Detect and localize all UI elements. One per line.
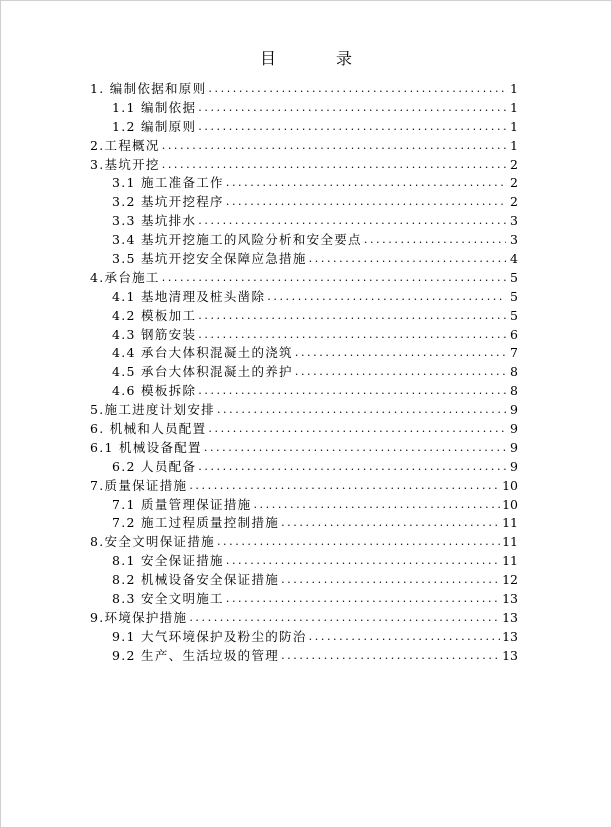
toc-entry-label: 8.2 机械设备安全保证措施	[112, 572, 280, 588]
toc-entry-label: 7.质量保证措施	[90, 477, 188, 493]
toc-entry[interactable]	[90, 647, 518, 666]
toc-entry[interactable]	[90, 326, 518, 345]
toc-entry-page-number: 9	[510, 458, 518, 474]
toc-entry-label: 7.1 质量管理保证措施	[112, 496, 252, 512]
toc-entry[interactable]	[90, 269, 518, 288]
toc-entry-label: 3.基坑开挖	[90, 156, 160, 172]
toc-entry-label: 4.1 基地清理及桩头凿除	[112, 288, 266, 304]
toc-entry[interactable]	[90, 363, 518, 382]
toc-entry-page-number: 13	[502, 591, 518, 607]
toc-entry-label: 3.4 基坑开挖施工的风险分析和安全要点	[112, 232, 362, 248]
toc-entry[interactable]	[90, 401, 518, 420]
toc-entry-page-number: 13	[502, 609, 518, 625]
toc-entry[interactable]	[90, 307, 518, 326]
toc-entry-page-number: 4	[510, 251, 518, 266]
toc-entry-page-number: 9	[510, 421, 518, 437]
toc-entry-label: 4.3 钢筋安装	[112, 326, 197, 342]
toc-entry[interactable]	[90, 193, 518, 212]
toc-dot-leader	[281, 647, 500, 666]
toc-entry-page-number: 5	[510, 307, 518, 323]
toc-entry[interactable]	[90, 156, 518, 175]
toc-dot-leader	[162, 156, 506, 175]
toc-entry-label: 1.2 编制原则	[112, 118, 197, 134]
toc-dot-leader	[226, 590, 500, 609]
toc-entry-page-number: 5	[510, 269, 518, 285]
toc-dot-leader	[198, 212, 506, 231]
toc-dot-leader	[267, 288, 506, 307]
toc-dot-leader	[198, 99, 506, 118]
toc-entry[interactable]	[90, 288, 518, 307]
toc-entry-page-number: 9	[510, 439, 518, 455]
toc-entry-label: 6.1 机械设备配置	[90, 439, 202, 455]
toc-entry-page-number: 11	[502, 553, 518, 569]
toc-dot-leader	[253, 496, 500, 515]
toc-entry-page-number: 13	[502, 647, 518, 663]
table-of-contents	[90, 80, 518, 666]
toc-entry-page-number: 12	[502, 572, 518, 588]
toc-entry-label: 4.5 承台大体积混凝土的养护	[112, 364, 293, 380]
toc-dot-leader	[162, 269, 506, 288]
toc-dot-leader	[204, 439, 506, 458]
toc-entry[interactable]	[90, 477, 518, 496]
toc-entry-page-number: 7	[510, 345, 518, 361]
toc-dot-leader	[189, 477, 500, 496]
toc-entry-label: 8.安全文明保证措施	[90, 534, 215, 550]
toc-entry[interactable]	[90, 514, 518, 533]
toc-dot-leader	[208, 80, 506, 99]
toc-entry[interactable]	[90, 533, 518, 552]
toc-entry-label: 1.1 编制依据	[112, 99, 197, 115]
toc-entry-label: 5.施工进度计划安排	[90, 402, 215, 418]
toc-entry-page-number: 1	[510, 137, 518, 153]
toc-entry-page-number: 2	[510, 156, 518, 172]
toc-entry-label: 7.2 施工过程质量控制措施	[112, 515, 280, 531]
toc-entry[interactable]	[90, 552, 518, 571]
toc-entry-label: 4.6 模板拆除	[112, 383, 197, 399]
toc-entry[interactable]	[90, 250, 518, 269]
toc-entry-page-number: 9	[510, 402, 518, 418]
toc-entry[interactable]	[90, 458, 518, 477]
toc-entry-page-number: 3	[510, 213, 518, 229]
toc-dot-leader	[295, 344, 506, 363]
toc-dot-leader	[217, 533, 500, 552]
toc-entry[interactable]	[90, 118, 518, 137]
toc-entry-page-number: 8	[510, 383, 518, 399]
toc-entry-label: 1. 编制依据和原则	[90, 80, 207, 96]
toc-entry-page-number: 5	[510, 288, 518, 304]
toc-dot-leader	[309, 250, 506, 269]
toc-dot-leader	[198, 326, 506, 345]
toc-title: 目 录	[259, 49, 374, 68]
toc-entry-label: 3.5 基坑开挖安全保障应急措施	[112, 251, 307, 266]
toc-entry-page-number: 2	[510, 175, 518, 191]
toc-entry-label: 3.3 基坑排水	[112, 213, 197, 229]
toc-dot-leader	[198, 458, 506, 477]
toc-entry-page-number: 1	[510, 80, 518, 96]
toc-dot-leader	[295, 363, 506, 382]
toc-entry-label: 8.3 安全文明施工	[112, 591, 224, 607]
toc-entry-page-number: 11	[502, 515, 518, 531]
toc-dot-leader	[226, 193, 506, 212]
toc-entry-label: 3.2 基坑开挖程序	[112, 194, 224, 210]
toc-dot-leader	[364, 231, 506, 250]
toc-entry[interactable]	[90, 174, 518, 193]
toc-dot-leader	[208, 420, 506, 439]
toc-dot-leader	[226, 552, 500, 571]
toc-entry[interactable]	[90, 80, 518, 99]
toc-entry[interactable]	[90, 99, 518, 118]
toc-dot-leader	[309, 628, 500, 647]
toc-entry-page-number: 10	[502, 477, 518, 493]
toc-dot-leader	[226, 174, 506, 193]
toc-entry[interactable]	[90, 439, 518, 458]
toc-dot-leader	[281, 514, 500, 533]
toc-entry-label: 6. 机械和人员配置	[90, 421, 207, 437]
toc-dot-leader	[281, 571, 500, 590]
toc-entry-page-number: 3	[510, 232, 518, 248]
toc-entry-label: 9.环境保护措施	[90, 609, 188, 625]
toc-dot-leader	[217, 401, 506, 420]
toc-entry[interactable]	[90, 496, 518, 515]
toc-dot-leader	[198, 307, 506, 326]
toc-entry-label: 9.1 大气环境保护及粉尘的防治	[112, 628, 307, 644]
toc-entry-label: 8.1 安全保证措施	[112, 553, 224, 569]
toc-dot-leader	[189, 609, 500, 628]
toc-entry[interactable]	[90, 382, 518, 401]
toc-entry-page-number: 1	[510, 118, 518, 134]
toc-entry[interactable]	[90, 420, 518, 439]
toc-entry-label: 3.1 施工准备工作	[112, 175, 224, 191]
toc-entry-page-number: 2	[510, 194, 518, 210]
toc-entry-label: 9.2 生产、生活垃圾的管理	[112, 647, 280, 663]
toc-entry-page-number: 8	[510, 364, 518, 380]
toc-entry[interactable]	[90, 212, 518, 231]
toc-entry[interactable]	[90, 137, 518, 156]
toc-dot-leader	[162, 137, 506, 156]
toc-entry-page-number: 10	[502, 496, 518, 512]
toc-entry-label: 4.承台施工	[90, 269, 160, 285]
toc-entry-label: 2.工程概况	[90, 137, 160, 153]
toc-entry[interactable]	[90, 609, 518, 628]
toc-entry-page-number: 6	[510, 326, 518, 342]
toc-entry-page-number: 13	[502, 628, 518, 644]
toc-entry[interactable]	[90, 231, 518, 250]
toc-dot-leader	[198, 118, 506, 137]
toc-dot-leader	[198, 382, 506, 401]
toc-entry-label: 6.2 人员配备	[112, 458, 197, 474]
toc-entry-label: 4.2 模板加工	[112, 307, 197, 323]
toc-entry-page-number: 11	[502, 534, 518, 550]
toc-entry[interactable]	[90, 628, 518, 647]
toc-entry[interactable]	[90, 344, 518, 363]
toc-entry[interactable]	[90, 590, 518, 609]
toc-entry-label: 4.4 承台大体积混凝土的浇筑	[112, 345, 293, 361]
toc-entry[interactable]	[90, 571, 518, 590]
toc-entry-page-number: 1	[510, 99, 518, 115]
